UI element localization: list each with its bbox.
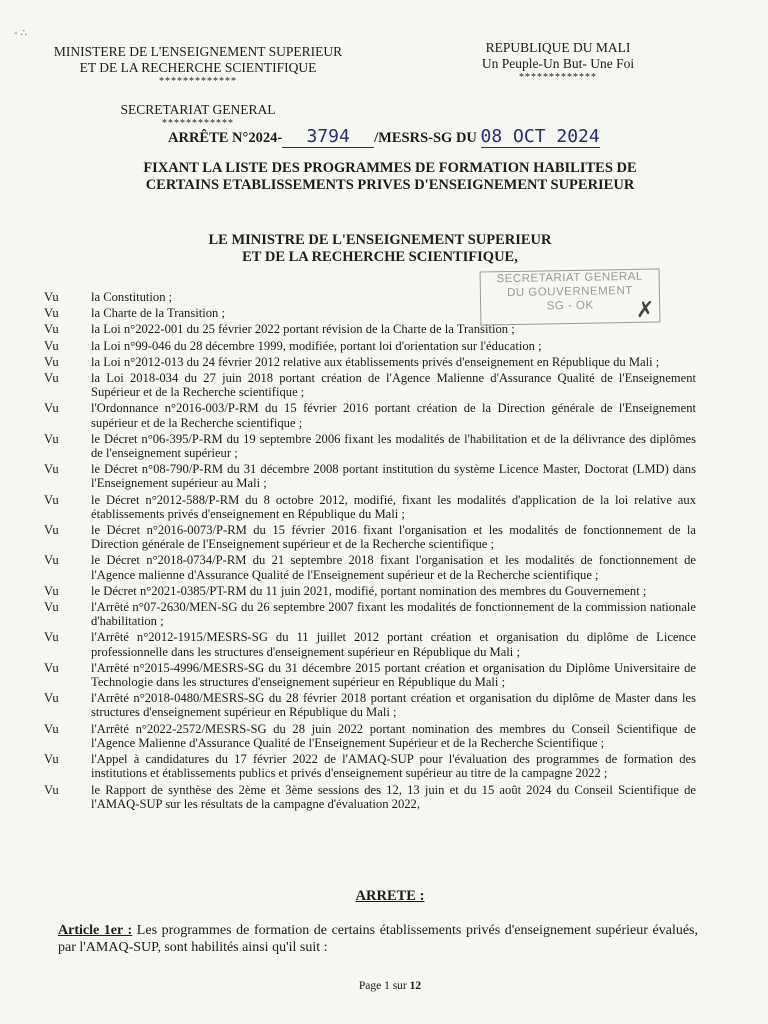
vu-text: l'Arrêté n°2018-0480/MESRS-SG du 28 février 2018 portant création et organisation du diplôme de Master dans les structures d'enseignement supérieur en République du Mali ; [91,691,696,720]
vu-text: la Loi n°2012-013 du 24 février 2012 relative aux établissements privés d'enseignement en République du Mali ; [91,354,660,369]
arrete-number: 3794 [282,126,374,148]
vu-item [44,371,696,399]
vu-label: Vu [44,354,59,369]
page-footer-total: 12 [409,980,422,992]
vu-item [44,600,696,628]
vu-item [44,401,696,429]
vu-label: Vu [44,782,59,797]
vu-text: l'Ordonnance n°2016-003/P-RM du 15 février 2016 portant création de la Direction générale de l'Enseignement supérieur et de la Recherche scientifique ; [91,401,696,430]
arrete-middle: /MESRS-SG DU [374,130,477,146]
vu-label: Vu [44,523,59,538]
vu-text: la Loi 2018-034 du 27 juin 2018 portant création de l'Agence Malienne d'Assurance Qualité de l'Enseignement Supérieur et de la Recherche scientifique ; [91,371,696,400]
stars-separator-1: ************* [159,76,237,87]
vu-item [44,432,696,460]
vu-text: l'Arrêté n°2022-2572/MESRS-SG du 28 juin 2022 portant nomination des membres du Conseil Scientifique de l'Agence Malienne d'Assurance Qualité de l'Enseignement Supérieur et de la Recherche Scientifique ; [91,721,696,750]
vu-label: Vu [44,630,59,645]
document-title [70,160,710,194]
vu-text: l'Arrêté n°2015-4996/MESRS-SG du 31 décembre 2015 portant création et organisation du Diplôme Universitaire de Technologie dans les structures d'enseignement supérieur en République du Mali ; [91,660,696,690]
article-1-text: Les programmes de formation de certains établissements privés d'enseignement supérieur évalués, par l'AMAQ-SUP, sont habilités ainsi qu'il suit : [58,923,698,955]
ministry-line-1: MINISTERE DE L'ENSEIGNEMENT SUPERIEUR [53,44,343,59]
vu-item [44,523,696,551]
vu-item [44,691,696,719]
title-line-1: FIXANT LA LISTE DES PROGRAMMES DE FORMATION HABILITES DE [143,160,637,176]
vu-label: Vu [44,553,59,568]
vu-item [44,661,696,689]
vu-text: l'Arrêté n°2012-1915/MESRS-SG du 11 juillet 2012 portant création et organisation du diplôme de Licence professionnelle dans les structures d'enseignement supérieur en République du Mali ; [91,630,696,659]
stars-separator-3: ************* [519,72,597,83]
corner-mark: - ∴ [14,28,28,39]
vu-label: Vu [44,371,59,386]
title-line-2: CERTAINS ETABLISSEMENTS PRIVES D'ENSEIGNEMENT SUPERIEUR [145,177,635,193]
vu-item [44,752,696,780]
vu-item [44,783,696,811]
vu-label: Vu [44,583,59,598]
vu-list [44,290,696,813]
vu-text: la Loi n°99-046 du 28 décembre 1999, modifiée, portant loi d'orientation sur l'éducation ; [91,338,542,353]
arrete-heading: ARRETE : [355,888,425,904]
vu-label: Vu [44,600,59,615]
signature-mark-icon: ✗ [636,298,655,323]
minister-line-2: ET DE LA RECHERCHE SCIENTIFIQUE, [242,249,518,265]
arrete-prefix: ARRÊTE N°2024- [168,130,283,146]
stamp-line-2: DU GOUVERNEMENT [506,284,633,300]
vu-label: Vu [44,338,59,353]
vu-text: la Charte de la Transition ; [91,306,225,321]
vu-item [44,290,696,304]
vu-label: Vu [44,431,59,446]
ministry-header [38,44,358,130]
vu-item [44,306,696,320]
vu-label: Vu [44,721,59,736]
vu-label: Vu [44,322,59,337]
vu-label: Vu [44,660,59,675]
vu-item [44,722,696,750]
vu-item [44,584,696,598]
vu-item [44,339,696,353]
vu-label: Vu [44,691,59,706]
page-footer [320,980,460,992]
minister-line-1: LE MINISTRE DE L'ENSEIGNEMENT SUPERIEUR [208,232,552,248]
vu-item [44,462,696,490]
vu-text: le Décret n°06-395/P-RM du 19 septembre 2006 fixant les modalités de l'habilitation et de la délivrance des diplômes de l'enseignement supérieur ; [91,431,696,461]
vu-text: le Décret n°2012-588/P-RM du 8 octobre 2012, modifié, fixant les modalités d'application de la loi relative aux établissements privés d'enseignement en République du Mali ; [91,492,696,521]
article-1-label: Article 1er : [58,923,133,938]
vu-text: le Décret n°2016-0073/P-RM du 15 février 2016 fixant l'organisation et les modalités de fonctionnement de la Direction générale de l'Enseignement supérieur et de la Recherche scientifique ; [91,523,696,552]
vu-text: le Décret n°08-790/P-RM du 31 décembre 2008 portant institution du système Licence Master, Doctorat (LMD) dans l'Enseignement supérieur au Mali ; [91,462,696,491]
vu-text: la Constitution ; [91,290,173,304]
vu-text: l'Appel à candidatures du 17 février 2022 de l'AMAQ-SUP pour l'évaluation des programmes de formation des institutions et établissements publics et privés d'enseignement supérieur au titre de la campagne 2022 ; [91,752,696,781]
vu-text: la Loi n°2022-001 du 25 février 2022 portant révision de la Charte de la Transition ; [91,322,515,337]
vu-item [44,630,696,658]
vu-label: Vu [44,492,59,507]
vu-item [44,553,696,581]
article-1 [58,922,698,956]
republic-motto: Un Peuple-Un But- Une Foi [481,56,635,71]
page-footer-prefix: Page 1 sur [358,980,410,992]
vu-label: Vu [44,752,59,767]
vu-label: Vu [44,290,59,304]
vu-label: Vu [44,462,59,477]
vu-text: l'Arrêté n°07-2630/MEN-SG du 26 septembre 2007 fixant les modalités de fonctionnement de la commission nationale d'habilitation ; [91,600,696,629]
minister-heading [150,232,610,266]
vu-text: le Décret n°2021-0385/PT-RM du 11 juin 2021, modifié, portant nomination des membres du Gouvernement ; [91,583,647,598]
vu-text: le Rapport de synthèse des 2ème et 3ème sessions des 12, 13 juin et du 15 août 2024 du Conseil Scientifique de l'AMAQ-SUP sur les résultats de la campagne d'évaluation 2022, [91,782,696,811]
republic-name: REPUBLIQUE DU MALI [485,40,631,55]
secretariat-general: SECRETARIAT GENERAL [120,102,276,117]
stamp-line-1: SECRETARIAT GENERAL [496,270,643,286]
vu-label: Vu [44,401,59,416]
vu-item [44,493,696,521]
vu-item [44,355,696,369]
republic-header [458,40,658,84]
ministry-line-2: ET DE LA RECHERCHE SCIENTIFIQUE [79,60,317,75]
stamp-line-3: SG - OK [546,299,594,313]
vu-label: Vu [44,306,59,321]
vu-item [44,322,696,336]
arrete-date: 08 OCT 2024 [480,126,600,147]
vu-text: le Décret n°2018-0734/P-RM du 21 septembre 2018 fixant l'organisation et les modalités de fonctionnement de l'Agence malienne d'Assurance Qualité de l'Enseignement supérieur et de la Recherche scientifique ; [91,553,696,582]
arrete-number-line [168,126,668,148]
stars-separator-2: ************ [162,118,234,129]
